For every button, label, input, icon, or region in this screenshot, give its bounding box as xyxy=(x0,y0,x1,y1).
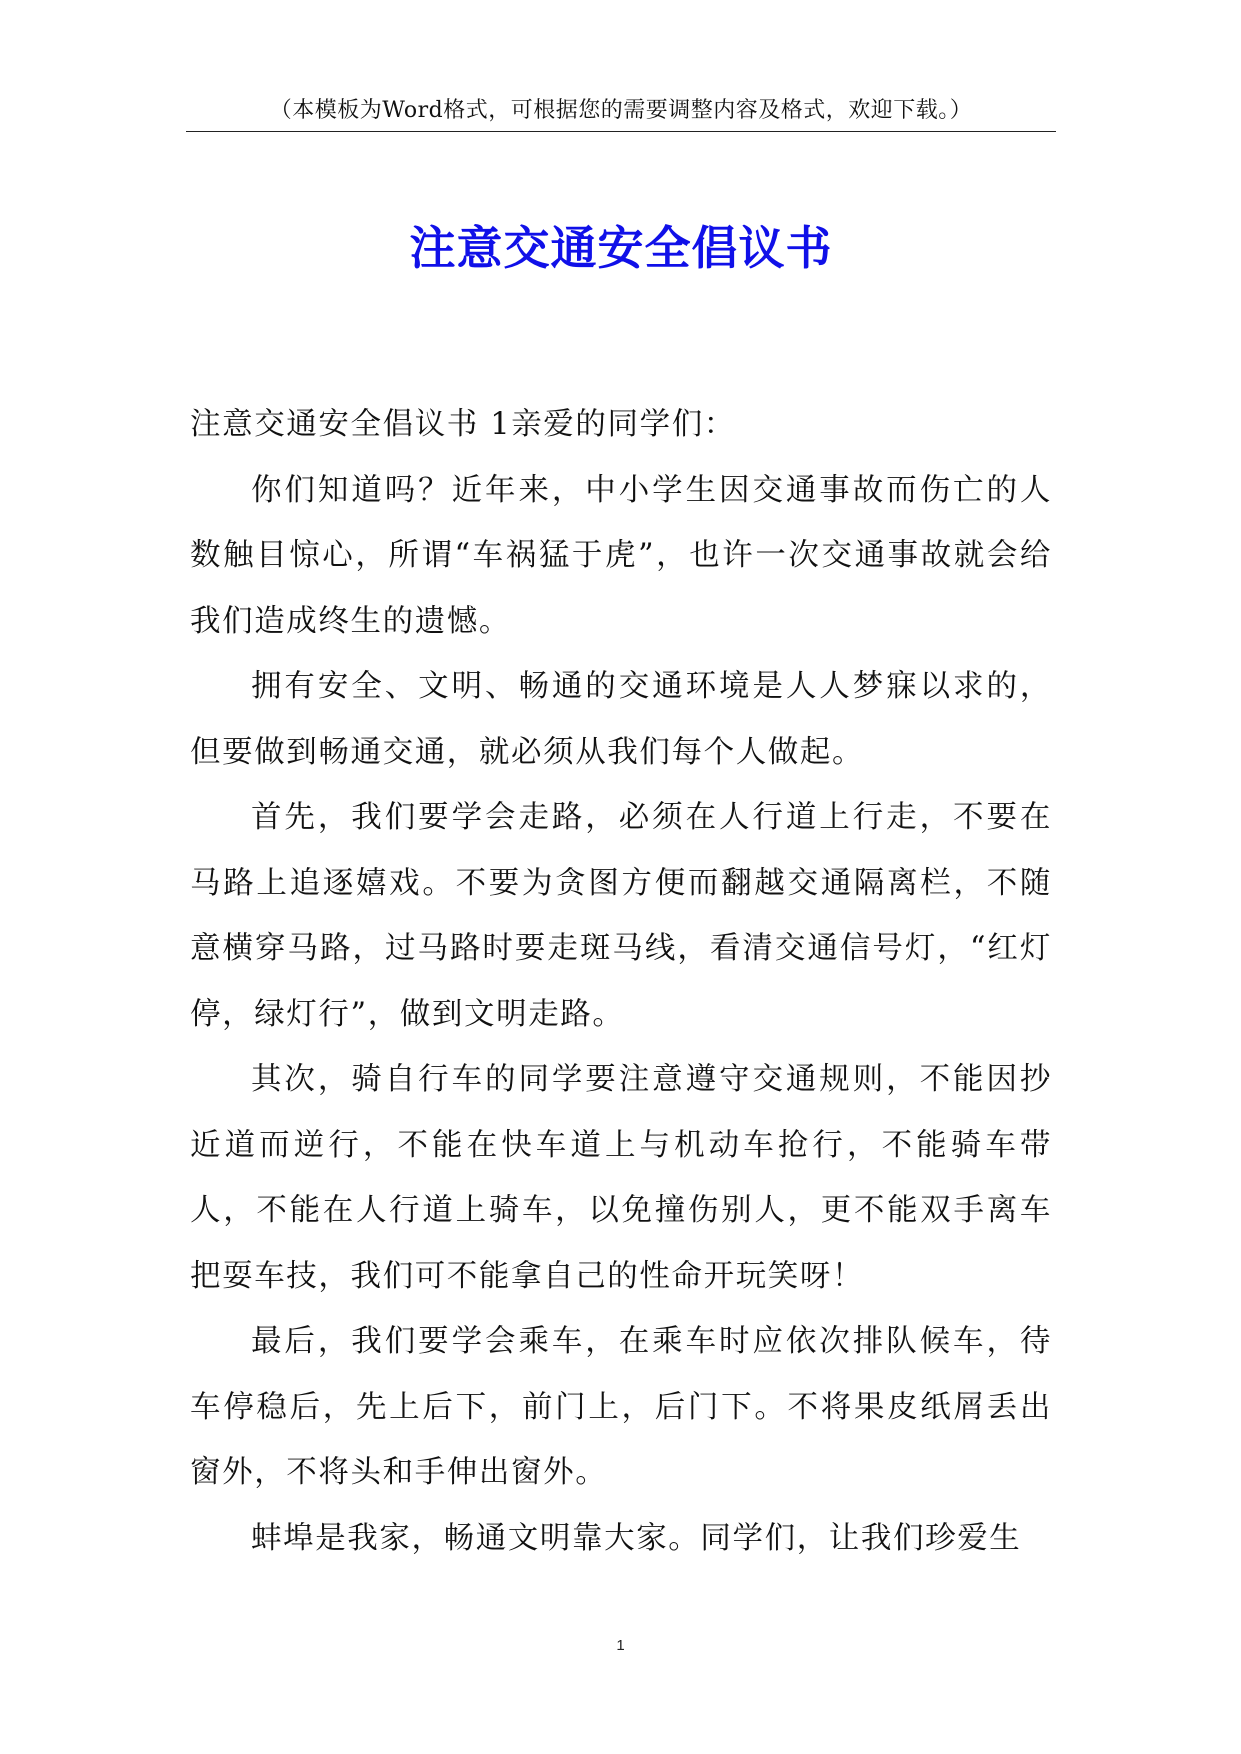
page-number: 1 xyxy=(616,1637,625,1654)
body-paragraph: 其次，骑自行车的同学要注意遵守交通规则，不能因抄近道而逆行，不能在快车道上与机动车抢行，不能骑车带人，不能在人行道上骑车，以免撞伤别人，更不能双手离车把耍车技，我们可不能拿自己的性命开玩笑呀！ xyxy=(190,1062,1052,1294)
body-paragraph: 首先，我们要学会走路，必须在人行道上行走，不要在马路上追逐嬉戏。不要为贪图方便而翻越交通隔离栏，不随意横穿马路，过马路时要走斑马线，看清交通信号灯，“红灯停，绿灯行”，做到文明走路。 xyxy=(190,800,1052,1032)
document-body xyxy=(190,392,1052,1571)
header-template-note: （本模板为Word格式，可根据您的需要调整内容及格式，欢迎下载。） xyxy=(269,98,973,123)
body-paragraph: 蚌埠是我家，畅通文明靠大家。同学们，让我们珍爱生 xyxy=(251,1520,1022,1556)
salutation-paragraph: 注意交通安全倡议书 1亲爱的同学们： xyxy=(190,407,736,442)
body-paragraph: 你们知道吗？近年来，中小学生因交通事故而伤亡的人数触目惊心，所谓“车祸猛于虎”，也许一次交通事故就会给我们造成终生的遗憾。 xyxy=(190,472,1052,639)
body-paragraph: 拥有安全、文明、畅通的交通环境是人人梦寐以求的，但要做到畅通交通，就必须从我们每个人做起。 xyxy=(190,669,1052,770)
header-divider xyxy=(186,131,1056,132)
body-paragraph: 最后，我们要学会乘车，在乘车时应依次排队候车，待车停稳后，先上后下，前门上，后门下。不将果皮纸屑丢出窗外，不将头和手伸出窗外。 xyxy=(190,1324,1052,1490)
document-title: 注意交通安全倡议书 xyxy=(409,221,833,275)
